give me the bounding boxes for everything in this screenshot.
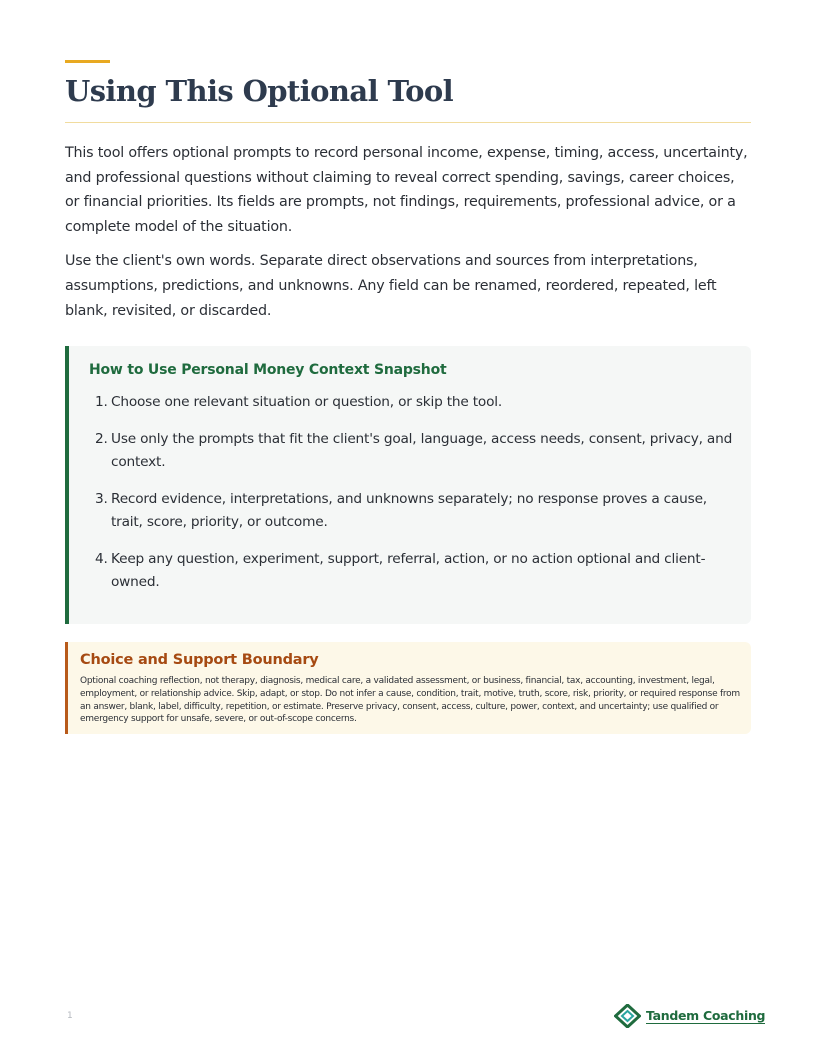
brand-name: Tandem Coaching [646, 1007, 766, 1023]
steps-list [95, 391, 735, 608]
how-to-title: How to Use Personal Money Context Snapshot [89, 362, 447, 378]
intro-paragraph: Use the client's own words. Separate direct observations and sources from interpretations, assumptions, predictions, and unknowns. Any field can be renamed, reordered, repeated, left blank, revisited, or discarded. [65, 253, 717, 319]
step-text: Record evidence, interpretations, and unknowns separately; no response proves a cause, trait, score, priority, or outcome. [111, 491, 707, 530]
step-number: 1. [95, 394, 108, 410]
boundary-callout [65, 642, 751, 734]
boundary-title: Choice and Support Boundary [80, 652, 319, 668]
page-title: Using This Optional Tool [65, 74, 454, 108]
step-number: 3. [95, 491, 108, 507]
brand-logo [614, 1004, 765, 1028]
step-number: 4. [95, 551, 108, 567]
step-text: Use only the prompts that fit the client's goal, language, access needs, consent, privacy, and context. [111, 431, 733, 470]
page-number: 1 [67, 1011, 73, 1021]
list-item [95, 488, 735, 534]
step-text: Choose one relevant situation or question, or skip the tool. [111, 394, 503, 410]
list-item [95, 548, 735, 594]
title-divider [65, 122, 751, 123]
step-number: 2. [95, 431, 108, 447]
title-accent-bar [65, 60, 110, 63]
diamond-logo-icon [614, 1004, 641, 1028]
step-text: Keep any question, experiment, support, referral, action, or no action optional and client-owned. [111, 551, 706, 590]
list-item [95, 428, 735, 474]
intro-section [65, 141, 751, 333]
list-item [95, 391, 735, 414]
how-to-panel [65, 346, 751, 624]
intro-paragraph: This tool offers optional prompts to record personal income, expense, timing, access, uncertainty, and professional questions without claiming to reveal correct spending, savings, career choices, or financial priorities. Its fields are prompts, not findings, requirements, professional advice, or a complete model of the situation. [65, 145, 748, 235]
boundary-text: Optional coaching reflection, not therapy, diagnosis, medical care, a validated assessment, or business, financial, tax, accounting, investment, legal, employment, or relationship advice. Skip, adapt, or stop. Do not infer a cause, condition, trait, motive, truth, score, risk, priority, or required response from an answer, blank, label, difficulty, repetition, or estimate. Preserve privacy, consent, access, culture, power, context, and uncertainty; use qualified or emergency support for unsafe, severe, or out-of-scope concerns. [80, 676, 740, 725]
